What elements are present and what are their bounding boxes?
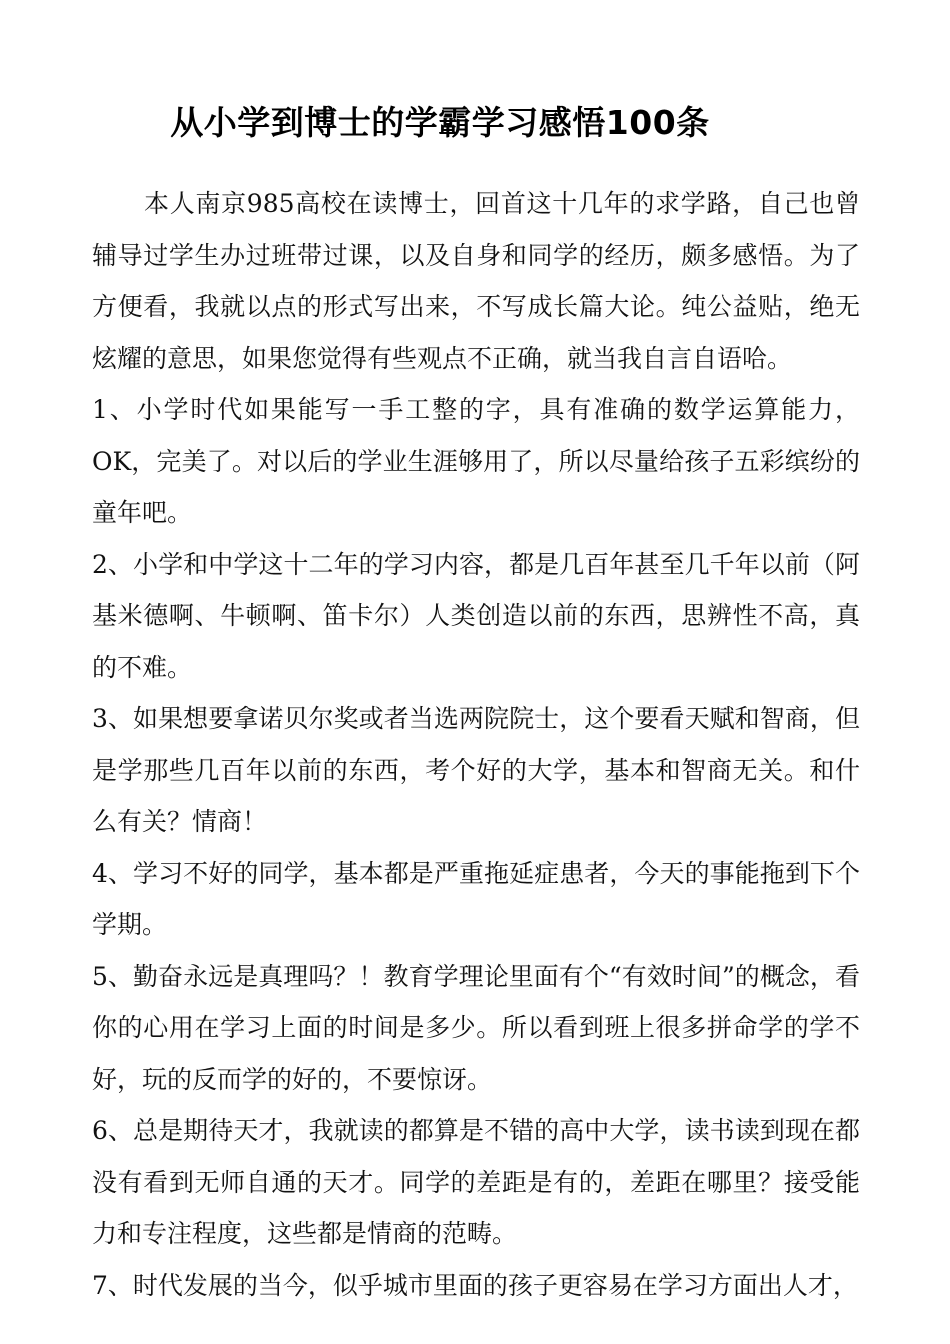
intro-paragraph: 本人南京985高校在读博士，回首这十几年的求学路，自己也曾辅导过学生办过班带过课，以及自身和同学的经历，颇多感悟。为了方便看，我就以点的形式写出来，不写成长篇大论。纯公益贴，绝无炫耀的意思，如果您觉得有些观点不正确，就当我自言自语哈。	[92, 189, 860, 373]
document-title: 从小学到博士的学霸学习感悟100条	[170, 103, 710, 142]
document-body	[92, 178, 860, 1311]
point-paragraph: 5、勤奋永远是真理吗？！教育学理论里面有个“有效时间”的概念，看你的心用在学习上面的时间是多少。所以看到班上很多拼命学的学不好，玩的反而学的好的，不要惊讶。	[92, 961, 860, 1094]
point-paragraph: 6、总是期待天才，我就读的都算是不错的高中大学，读书读到现在都没有看到无师自通的天才。同学的差距是有的，差距在哪里？接受能力和专注程度，这些都是情商的范畴。	[92, 1116, 860, 1248]
point-paragraph: 4、学习不好的同学，基本都是严重拖延症患者，今天的事能拖到下个学期。	[92, 858, 860, 939]
point-paragraph: 7、时代发展的当今，似乎城市里面的孩子更容易在学习方面出人才，	[92, 1270, 858, 1300]
point-paragraph: 2、小学和中学这十二年的学习内容，都是几百年甚至几千年以前（阿基米德啊、牛顿啊、笛卡尔）人类创造以前的东西，思辨性不高，真的不难。	[92, 549, 860, 682]
point-paragraph: 3、如果想要拿诺贝尔奖或者当选两院院士，这个要看天赋和智商，但是学那些几百年以前的东西，考个好的大学，基本和智商无关。和什么有关？情商！	[92, 704, 860, 836]
point-paragraph: 1、小学时代如果能写一手工整的字，具有准确的数学运算能力，OK，完美了。对以后的学业生涯够用了，所以尽量给孩子五彩缤纷的童年吧。	[92, 395, 860, 527]
